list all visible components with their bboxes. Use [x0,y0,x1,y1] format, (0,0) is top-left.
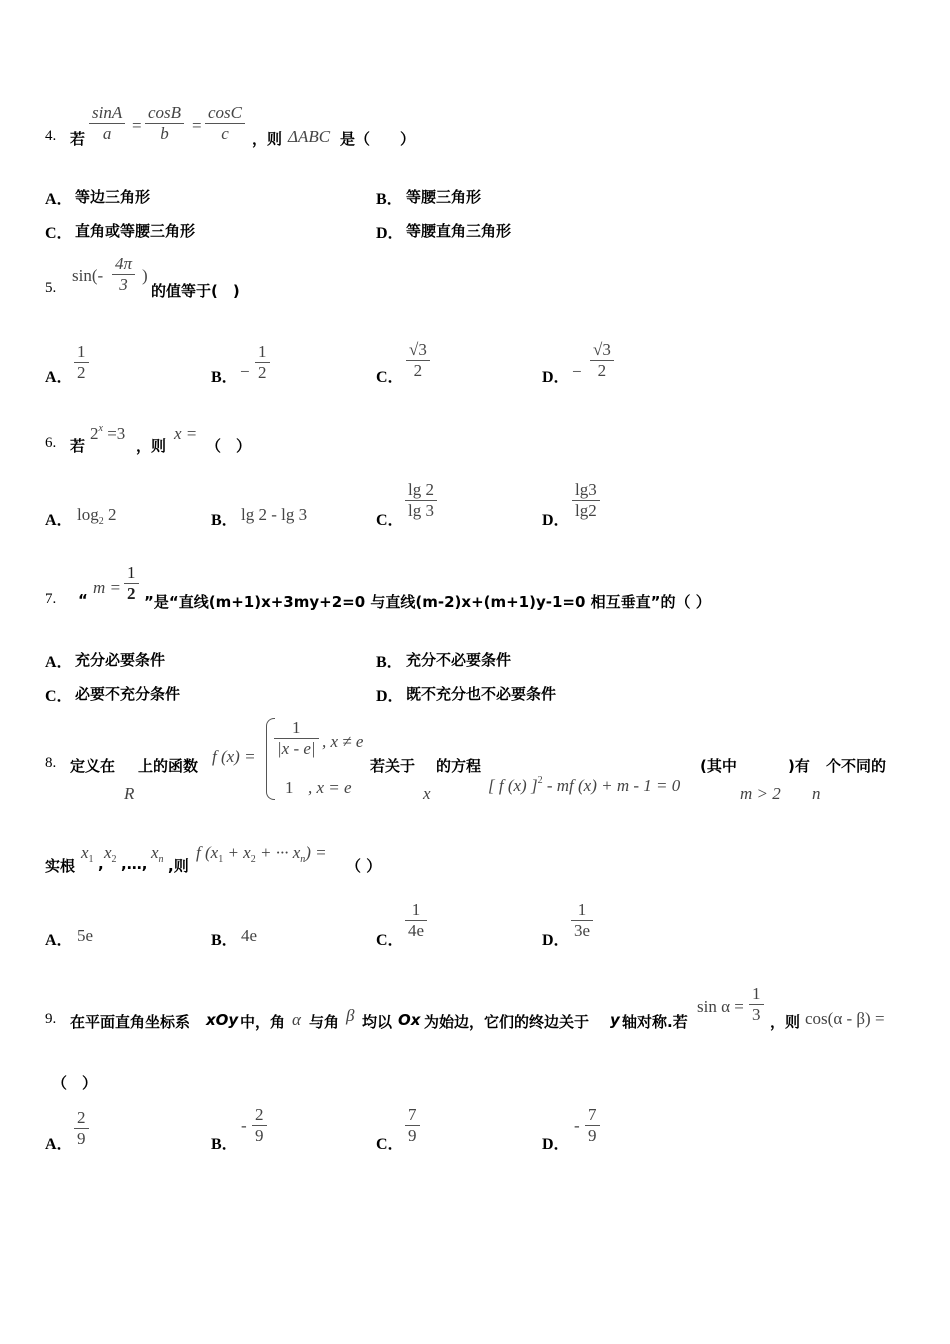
option-label: B． [376,191,403,208]
fraction: 1 2 [255,342,270,383]
option-label: A． [45,512,73,529]
stem-text: )有 [788,757,810,775]
fraction: 2 9 [252,1105,267,1146]
math-expression: x = [174,424,198,443]
math-expression: , x ≠ e [322,732,364,751]
stem-text: 若关于 [370,757,416,775]
minus-sign: − [240,362,250,381]
equals-sign: = [192,116,202,135]
stem-text: 上的函数 [138,757,199,775]
stem-text: 个不同的 [826,757,887,775]
stem-text: ,则 [168,857,189,875]
math-symbol: $x_2$ [104,843,117,865]
option-label: A． [45,191,73,208]
stem-text: ，则 [252,130,283,148]
question-number: 8. [45,755,57,771]
option-text: 等腰三角形 [406,188,482,206]
option-math: $\log_2 2$ [77,505,117,527]
option-label: B． [376,654,403,671]
math-expression: ) [142,266,148,285]
math-expression: , x = e [308,778,352,797]
question-number: 9. [45,1011,57,1027]
math-expression: f ($x_1 + x_2$ + ··· $x_n$) = [196,843,327,865]
fraction: 1 3 [749,984,764,1025]
option-text: 直角或等腰三角形 [75,222,196,240]
option-text: 必要不充分条件 [75,685,181,703]
fraction: 2 9 [74,1108,89,1149]
stem-text: 是（ ） [340,130,416,148]
math-expression: cos(α - β) = [805,1009,885,1028]
math-expression: ΔABC [288,127,331,146]
fraction: 7 9 [405,1105,420,1146]
question-number: 4. [45,128,57,144]
option-label: B． [211,369,238,386]
stem-text: “ [78,591,88,609]
option-label: C． [376,369,404,386]
option-label: B． [211,932,238,949]
math-expression: 1 [285,778,294,797]
question-number: 6. [45,435,57,451]
stem-text: xOy [206,1011,239,1029]
option-label: A． [45,654,73,671]
stem-text: 在平面直角坐标系 [70,1013,191,1031]
fraction: √3 2 [590,340,614,381]
option-label: D． [376,225,404,242]
math-symbol: x [423,784,431,803]
option-label: C． [45,225,73,242]
option-math: 5e [77,926,94,945]
option-text: 等边三角形 [75,188,151,206]
stem-text: 为始边，它们的终边关于 [424,1013,590,1031]
fraction: lg 2 lg 3 [405,480,437,521]
option-label: A． [45,932,73,949]
stem-text: ，则 [136,437,167,455]
math-expression: m = [93,578,121,597]
stem-text: , [98,855,104,873]
math-expression: f (x) = [212,747,256,766]
minus-sign: - [241,1116,247,1135]
option-label: B． [211,512,238,529]
equation: [ f (x) ]$^2$ - mf (x) + m - 1 = 0 [488,775,681,795]
math-symbol: n [812,784,821,803]
math-symbol: $x_n$ [151,843,164,865]
stem-text: ”是“直线(m+1)x+3my+2=0 与直线(m-2)x+(m+1)y-1=0 相互垂直”的（ ） [144,593,711,611]
math-symbol: β [346,1006,355,1025]
math-expression: 2$^x$ =3 [90,423,126,443]
equals-sign: = [132,116,142,135]
option-label: B． [211,1136,238,1153]
option-label: D． [542,512,570,529]
option-text: 充分必要条件 [75,651,166,669]
option-text: 充分不必要条件 [406,651,512,669]
question-number: 7. [45,591,57,607]
fraction: lg3 lg2 [572,480,600,521]
stem-text: （ ） [206,437,252,455]
fraction: 1 2 [124,563,139,604]
option-text: 等腰直角三角形 [406,222,512,240]
option-label: C． [376,512,404,529]
math-symbol: α [292,1010,301,1029]
fraction: 4π 3 [112,254,135,295]
stem-text: （ ） [52,1074,98,1092]
option-label: A． [45,369,73,386]
fraction: 1 |x - e| [274,718,319,759]
question-number: 5. [45,280,57,296]
option-label: D． [542,932,570,949]
option-math: 4e [241,926,258,945]
option-label: C． [376,932,404,949]
option-label: D． [376,688,404,705]
fraction: 1 3e [571,900,593,941]
stem-text: 若 [70,437,86,455]
math-symbol: $x_1$ [81,843,94,865]
option-label: D． [542,1136,570,1153]
fraction: 1 2 [74,342,89,383]
stem-text: 与角 [309,1013,340,1031]
math-expression: sin(- [72,266,104,285]
minus-sign: - [574,1116,580,1135]
stem-text: 均以 [362,1013,393,1031]
option-text: 既不充分也不必要条件 [406,685,557,703]
stem-text: 中，角 [240,1013,286,1031]
stem-text: ，则 [770,1013,801,1031]
math-symbol: R [124,784,135,803]
math-expression: m > 2 [740,784,781,803]
fraction: cosC c [205,103,245,144]
stem-text: Ox [398,1011,421,1029]
option-math: lg 2 - lg 3 [241,505,308,524]
stem-text: ,…, [121,855,148,873]
fraction: 7 9 [585,1105,600,1146]
option-label: D． [542,369,570,386]
fraction: sinA a [89,103,125,144]
fraction: cosB b [145,103,184,144]
stem-text: 若 [70,130,86,148]
minus-sign: − [572,362,582,381]
stem-text: 实根 [45,857,76,875]
stem-text: 的方程 [436,757,482,775]
fraction: √3 2 [406,340,430,381]
stem-text: 定义在 [70,757,116,775]
option-label: A． [45,1136,73,1153]
fraction: 1 4e [405,900,427,941]
stem-text: (其中 [700,757,737,775]
option-label: C． [376,1136,404,1153]
stem-text: 的值等于( ) [151,282,240,300]
stem-text: （ ） [346,857,382,875]
stem-text: y [610,1011,620,1029]
stem-text: 轴对称.若 [622,1013,688,1031]
math-expression: sin α = [697,997,744,1016]
option-label: C． [45,688,73,705]
